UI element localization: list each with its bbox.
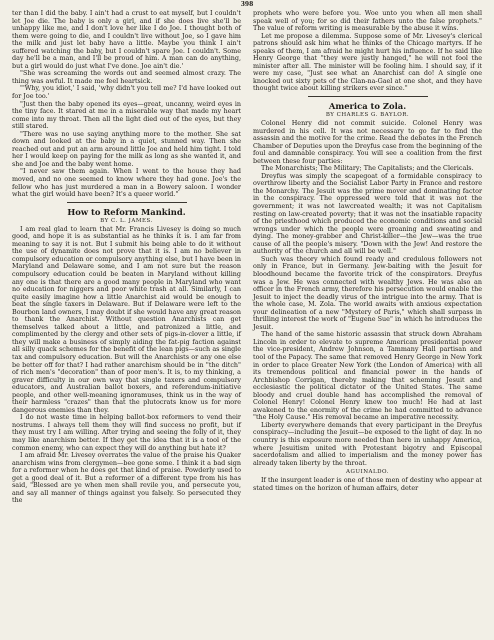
paragraph: "There was no use saying anything more to the mother. She sat down and looked at the baby in a quiet, stunned way. Then she reached out and put an arm around little Joe and held him tight. I told her I would keep on paying for the milk as long as she wanted it, and she and Joe and the baby went home.: [12, 129, 241, 168]
divider: [308, 96, 428, 97]
section-heading-aguinaldo: AGUINALDO.: [346, 469, 389, 476]
paragraph: ter than I did the baby. I ain't had a crust to eat myself, but I couldn't let Joe die. The baby is only a girl, and if she does live she'll be unhappy like me, and I don't love her like I do Joe. I thought both of them were going to die, and I couldn't live without Joe, so I gave him the milk and just let baby have a little. Maybe you think I ain't suffered watching the baby, but I couldn't spare Joe. I couldn't. Some day he'll be a man, and I'll be proud of him. A man can do anything, but a girl would do just what I've done. Joe ain't die.': [12, 9, 241, 70]
paragraph: I am afraid Mr. Livesey overrates the value of the praise his Quaker anarchism wins from clergymen—bee gone some. I think it a bad sign for a reformer when he does get that kind of praise. Powderly used to get a good deal of it. But a reformer of a different type from his has said, "Blessed are ye when men shall revile you, and persecute you, and say all manner of things against you falsely. So persecuted they the: [12, 451, 241, 505]
article-title-reform-mankind: How to Reform Mankind.: [67, 206, 186, 217]
paragraph: I do not waste time in helping ballot-box reformers to vend their nostrums. I always tell them they will find success no profit, but if they must try I am willing. After trying and seeing the folly of it, they may like anarchism better. If they get the idea that it is a tool of the common enemy, who can expect they will do anything but hate it?: [12, 413, 241, 452]
byline: BY C. L. JAMES.: [100, 217, 153, 224]
article-title-america-to-zola: America to Zola.: [328, 101, 407, 112]
paragraph: prophets who were before you. Woe unto you when all men shall speak well of you; for so did their fathers unto the false prophets." The value of reform writing is measurable by the abuse it wins.: [253, 9, 482, 33]
paragraph: The hand of the same historic assassin that struck down Abraham Lincoln in order to elevate to supreme American presidential power the vice-president, Andrew Johnson, a Tammany Hall partisan and tool of the Papacy. The same that removed Henry George in New York in order to place Greater New York (the London of America) with all its tremendous political and financial power in the hands of Archbishop Corrigan, thereby making that scheming Jesuit and ecclesiastic the political dictator of the United States. The same bloody and cruel double hand has accomplished the removal of Colonel Henry! Colonel Henry knew too much! He had at last awakened to the enormity of the crime he had committed to advance "the Holy Cause." His removal became an imperative necessity.: [253, 330, 482, 422]
paragraph: If the insurgent leader is one of those men of destiny who appear at stated times on the horizon of human affairs, deter: [253, 476, 482, 492]
paragraph: Liberty everywhere demands that every participant in the Dreyfus conspiracy—including the Jesuit—be exposed to the light of day. In no country is this exposure more needed than here in unhappy America, where Jesuitism united with Protestant bigotry and Episcopal sacerdotalism and allied to imperialism and the money power has already taken liberty by the throat.: [253, 420, 482, 467]
page-number: 398: [240, 1, 254, 8]
paragraph: I am real glad to learn that Mr. Francis Livesey is doing so much good, and hope it is as substantial as he thinks it is. I am far from meaning to say it is not. But I submit his being able to do it without the use of dynamite does not prove that it is. I am no believer in compulsory education or compulsory anything else, but I have been in Maryland and Delaware some, and I am not sure but the reason compulsory education could be beaten in Maryland without killing any one is that there are a good many people in Maryland who want no education for niggers and poor white trash at all. Similarly, I can quite easily imagine how a little Anarchist aid would be enough to beat the single taxers in Delaware. But if Delaware were left to the Bourbon land owners, I may doubt if she would have any great reason to thank the Anarchist. Without question Anarchists can get themselves talked about a little, and patronized a little, and complimented by the clergy and other sets of pigs-in-clover a little, if they will make a business of simply aiding the fat-pig faction against all silly quack schemes for the benefit of the lean pigs—such as single tax and compulsory education. But will the Anarchists or any one else be better off for that? I had rather anarchism should be in "the ditch" of rich men's "decoration" than of poor men's. It is, to my thinking, a graver difficulty in our own way that single taxers and compulsory educators, and Australian ballot boxers, and referendum-initiative people, and other well-meaning ignoramuses, think us in the way of their harmless "crazes" than that the plutocrats know us for more dangerous enemies than they.: [12, 224, 241, 414]
paragraph: Such was theory which found ready and credulous followers not only in France, but in Germany. Jew-baiting with the Jesuit for bloodhound became the favorite trick of the conspirators. Dreyfus was a Jew. He was connected with wealthy Jews. He was also an officer in the French army, therefore his persecution would enable the Jesuit to inject the deadly virus of the intrigue into the army. That is the whole case, M. Zola. The world awaits with anxious expectation your delineation of a new "Mystery of Paris," which shall surpass in thrilling interest the work of "Eugene Sue" in which he introduces the Jesuit.: [253, 254, 482, 331]
paragraph: "'Why, you idiot,' I said, 'why didn't you tell me? I'd have looked out for Joe too.': [12, 84, 241, 101]
paragraph: Colonel Henry did not commit suicide. Colonel Henry was murdered in his cell. It was not necessary to go far to find the assassin and the motive for the crime. Read the debates in the French Chamber of Deputies upon the Dreyfus case from the beginning of the foul and damnable conspiracy. You will see a coalition from the first between these four parties:: [253, 119, 482, 165]
left-column: [12, 10, 241, 505]
paragraph: The Monarchists; The Military; The Capitalists; and the Clericals.: [261, 164, 474, 173]
divider: [67, 202, 187, 203]
paragraph: Dreyfus was simply the scapegoat of a formidable conspiracy to overthrow liberty and the Socialist Labor Party in France and restore the Monarchy. The Jesuit was the prime mover and dominating factor in the conspiracy. The oppressed were told that it was not the government; it was not lawcreated wealth; it was not Capitalism resting on law-created poverty; that it was not the insatiable rapacity of the priesthood which produced the economic conditions and social wrongs under which the people were groaning and sweating and dying. The money-grabber and Christ-killer—the Jew—was the true cause of all the people's misery. "Down with the Jew! And restore the authority of the church and all will be well.": [253, 171, 482, 256]
paragraph: "Just then the baby opened its eyes—great, uncanny, weird eyes in the tiny face. It stared at me in a miserable way that made my heart come into my throat. Then all the light died out of the eyes, but they still stared.: [12, 99, 241, 131]
right-column: [253, 10, 482, 505]
columns: [12, 10, 482, 505]
byline: BY CHARLES G. BAYLOR.: [325, 112, 410, 119]
paragraph: "She was screaming the words out and seemed almost crazy. The thing was awful. It made me feel heartsick.: [12, 69, 241, 85]
paragraph: "I never saw them again. When I went to the house they had moved, and no one seemed to know where they had gone. Joe's the fellow who has just murdered a man in a Bowery saloon. I wonder what the girl would have been? It's a queer world.": [12, 167, 241, 199]
paragraph: Let me propose a dilemma. Suppose some of Mr. Livesey's clerical patrons should ask him what he thinks of the Chicago martyrs. If he speaks of them, I am afraid he might hurt his influence. If he said like Henry George that "they were justly hanged," he will not fool the minister after all. The minister will be fooling him. I should say, if it were my case, "Just see what an Anarchist can do! A single one knocked out sixty pets of the Clan-na-Gael at one shot, and they have thought twice about killing strikers ever since.": [253, 31, 482, 93]
